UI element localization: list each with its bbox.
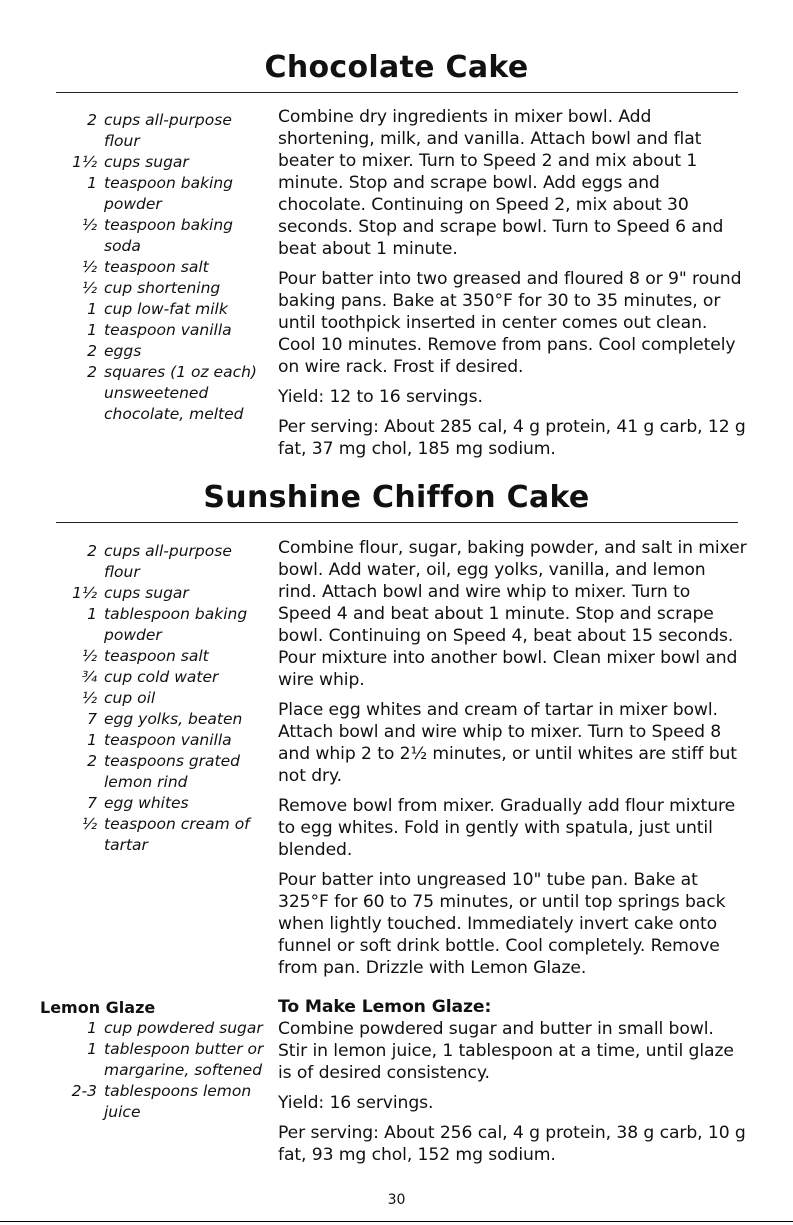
ingredient-text: cups sugar (104, 584, 189, 602)
ingredient-quantity: 2 (87, 111, 97, 129)
ingredient-quantity: ½ (81, 258, 97, 276)
ingredient-text: cup shortening (104, 279, 221, 297)
ingredient-text: teaspoon cream of tartar (104, 815, 250, 854)
ingredient-quantity: 1 (87, 321, 97, 339)
direction-paragraph: Per serving: About 285 cal, 4 g protein, 41 g carb, 12 g fat, 37 mg chol, 185 mg sodium. (278, 417, 746, 459)
ingredient-text: egg whites (104, 794, 189, 812)
page-bottom-border (0, 1221, 793, 1222)
ingredient-item (0, 709, 270, 730)
ingredient-quantity: ¾ (81, 668, 97, 686)
ingredient-quantity: ½ (81, 647, 97, 665)
ingredient-item (0, 1039, 270, 1081)
section-divider (56, 92, 738, 93)
ingredient-item (0, 362, 270, 425)
recipe-title-lemon-glaze: Lemon Glaze (40, 998, 156, 1017)
ingredient-item (0, 110, 270, 152)
ingredient-item (0, 1081, 270, 1123)
ingredient-list-lemon-glaze (0, 1018, 270, 1123)
direction-paragraph: Combine dry ingredients in mixer bowl. Add shortening, milk, and vanilla. Attach bowl and flat beater to mixer. Turn to Speed 2 and mix about 1 minute. Stop and scrape bowl. Add eggs and chocolate. Continuing on Speed 2, mix about 30 seconds. Stop and scrape bowl. Turn to Speed 6 and beat about 1 minute. (278, 107, 724, 259)
direction-paragraph: Combine flour, sugar, baking powder, and salt in mixer bowl. Add water, oil, egg yolks, vanilla, and lemon rind. Attach bowl and wire whip to mixer. Turn to Speed 4 and beat about 1 minute. Stop and scrape bowl. Continuing on Speed 4, beat about 15 seconds. Pour mixture into another bowl. Clean mixer bowl and wire whip. (278, 538, 747, 690)
ingredient-text: cups sugar (104, 153, 189, 171)
page-number: 30 (387, 1192, 406, 1208)
ingredient-item (0, 320, 270, 341)
ingredient-item (0, 299, 270, 320)
ingredient-text: tablespoons lemon juice (104, 1082, 252, 1121)
ingredient-item (0, 1018, 270, 1039)
ingredient-quantity: 7 (87, 710, 97, 728)
ingredient-quantity: 2 (87, 542, 97, 560)
direction-paragraph: Remove bowl from mixer. Gradually add flour mixture to egg whites. Fold in gently with spatula, just until blended. (278, 796, 736, 860)
ingredient-quantity: 1½ (72, 584, 97, 602)
ingredient-list-sunshine-chiffon-cake (0, 541, 270, 856)
directions-sunshine-chiffon-cake (278, 537, 748, 987)
ingredient-item (0, 583, 270, 604)
ingredient-text: teaspoon salt (104, 647, 209, 665)
section-divider (56, 522, 738, 523)
ingredient-item (0, 173, 270, 215)
ingredient-text: cup oil (104, 689, 156, 707)
ingredient-quantity: 2 (87, 752, 97, 770)
ingredient-text: squares (1 oz each) unsweetened chocolate, melted (104, 363, 257, 423)
ingredient-quantity: 7 (87, 794, 97, 812)
ingredient-item (0, 152, 270, 173)
ingredient-quantity: 1½ (72, 153, 97, 171)
ingredient-text: cup cold water (104, 668, 219, 686)
ingredient-quantity: 2 (87, 363, 97, 381)
ingredient-item (0, 257, 270, 278)
ingredient-item (0, 215, 270, 257)
ingredient-quantity: ½ (81, 815, 97, 833)
ingredient-text: cups all-purpose flour (104, 111, 232, 150)
ingredient-item (0, 646, 270, 667)
ingredient-quantity: 2 (87, 342, 97, 360)
ingredient-quantity: 1 (87, 1040, 97, 1058)
ingredient-item (0, 604, 270, 646)
ingredient-quantity: 1 (87, 174, 97, 192)
ingredient-quantity: 1 (87, 1019, 97, 1037)
ingredient-text: tablespoon butter or margarine, softened (104, 1040, 264, 1079)
ingredient-quantity: 1 (87, 605, 97, 623)
direction-paragraph: Pour batter into ungreased 10" tube pan. Bake at 325°F for 60 to 75 minutes, or until top springs back when lightly touched. Immediately invert cake onto funnel or soft drink bottle. Cool completely. Remove from pan. Drizzle with Lemon Glaze. (278, 870, 726, 978)
ingredient-text: teaspoons grated lemon rind (104, 752, 240, 791)
recipe-title-chocolate-cake: Chocolate Cake (264, 50, 529, 85)
ingredient-quantity: 1 (87, 300, 97, 318)
ingredient-text: teaspoon vanilla (104, 731, 232, 749)
ingredient-item (0, 751, 270, 793)
direction-paragraph: Combine powdered sugar and butter in small bowl. Stir in lemon juice, 1 tablespoon at a time, until glaze is of desired consistency. (278, 1019, 734, 1083)
ingredient-text: teaspoon vanilla (104, 321, 232, 339)
ingredient-item (0, 278, 270, 299)
ingredient-quantity: ½ (81, 689, 97, 707)
ingredient-text: egg yolks, beaten (104, 710, 243, 728)
directions-heading: To Make Lemon Glaze: (278, 997, 492, 1017)
ingredient-text: teaspoon baking soda (104, 216, 234, 255)
ingredient-text: cup powdered sugar (104, 1019, 263, 1037)
direction-paragraph: Yield: 16 servings. (278, 1093, 434, 1113)
directions-lemon-glaze (278, 996, 748, 1174)
ingredient-item (0, 688, 270, 709)
ingredient-item (0, 793, 270, 814)
ingredient-text: cups all-purpose flour (104, 542, 232, 581)
recipe-title-sunshine-chiffon-cake: Sunshine Chiffon Cake (203, 480, 590, 515)
ingredient-quantity: ½ (81, 279, 97, 297)
ingredient-item (0, 814, 270, 856)
ingredient-quantity: 2-3 (71, 1082, 97, 1100)
directions-chocolate-cake (278, 106, 748, 468)
direction-paragraph: Yield: 12 to 16 servings. (278, 387, 483, 407)
ingredient-text: eggs (104, 342, 142, 360)
direction-paragraph: Pour batter into two greased and floured 8 or 9" round baking pans. Bake at 350°F for 30 to 35 minutes, or until toothpick inserted in center comes out clean. Cool 10 minutes. Remove from pans. Cool completely on wire rack. Frost if desired. (278, 269, 742, 377)
direction-paragraph: Per serving: About 256 cal, 4 g protein, 38 g carb, 10 g fat, 93 mg chol, 152 mg sodium. (278, 1123, 746, 1165)
ingredient-text: teaspoon baking powder (104, 174, 234, 213)
ingredient-item (0, 541, 270, 583)
ingredient-text: tablespoon baking powder (104, 605, 248, 644)
ingredient-item (0, 730, 270, 751)
direction-paragraph: Place egg whites and cream of tartar in mixer bowl. Attach bowl and wire whip to mixer. Turn to Speed 8 and whip 2 to 2½ minutes, or until whites are stiff but not dry. (278, 700, 737, 786)
ingredient-text: cup low-fat milk (104, 300, 228, 318)
ingredient-item (0, 341, 270, 362)
ingredient-quantity: ½ (81, 216, 97, 234)
ingredient-text: teaspoon salt (104, 258, 209, 276)
ingredient-item (0, 667, 270, 688)
ingredient-list-chocolate-cake (0, 110, 270, 425)
ingredient-quantity: 1 (87, 731, 97, 749)
